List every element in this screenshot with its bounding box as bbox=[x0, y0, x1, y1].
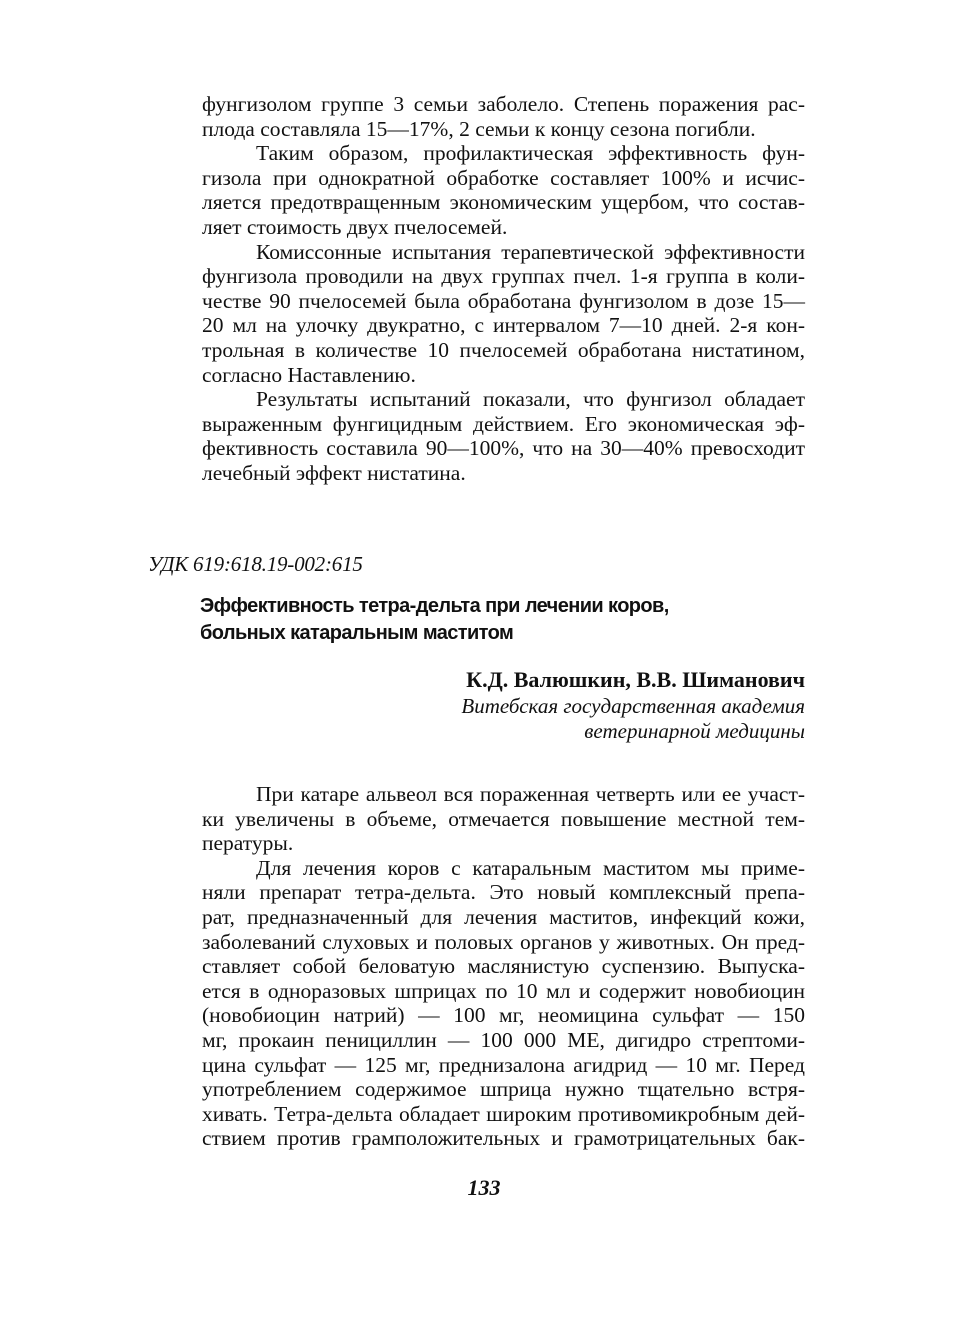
text-line: ляется предотвращенным экономическим ущербом, что состав- bbox=[202, 190, 805, 215]
text-line: рат, предназначенный для лечения маститов, инфекций кожи, bbox=[202, 904, 805, 929]
text-line: фунгизола проводили на двух группах пчел. 1-я группа в коли- bbox=[202, 264, 805, 289]
text-line: Результаты испытаний показали, что фунгизол обладает bbox=[256, 387, 805, 412]
text-line: ется в одноразовых шприцах по 10 мл и содержит новобиоцин bbox=[202, 978, 805, 1003]
body-top bbox=[148, 92, 805, 486]
text-line: фунгизолом группе 3 семьи заболело. Степень поражения рас- bbox=[202, 92, 805, 116]
paragraph bbox=[148, 856, 805, 1151]
text-line: заболеваний слуховых и половых органов у животных. Он пред- bbox=[202, 929, 805, 954]
text-line: употреблением содержимое шприца нужно тщательно встря- bbox=[202, 1077, 805, 1102]
authors: К.Д. Валюшкин, В.В. Шиманович bbox=[466, 667, 805, 692]
udk-code: УДК 619:618.19-002:615 bbox=[148, 552, 363, 576]
text-line: хивать. Тетра-дельта обладает широким противомикробным дей- bbox=[202, 1101, 805, 1126]
paragraph bbox=[148, 240, 805, 388]
paragraph bbox=[148, 92, 805, 141]
text-line: ставляет собой беловатую маслянистую суспензию. Выпуска- bbox=[202, 954, 805, 979]
affiliation bbox=[461, 694, 805, 744]
text-line: плода составляла 15—17%, 2 семьи к концу сезона погибли. bbox=[202, 116, 756, 141]
text-line: ляет стоимость двух пчелосемей. bbox=[202, 214, 508, 239]
text-line: Для лечения коров с катаральным маститом мы приме- bbox=[256, 855, 805, 880]
paragraph bbox=[148, 782, 805, 856]
article-title-line: Эффективность тетра-дельта при лечении коров, bbox=[200, 595, 669, 617]
body-bottom bbox=[148, 782, 805, 1151]
paragraph bbox=[148, 387, 805, 485]
text-line: гизола при однократной обработке составляет 100% и исчис- bbox=[202, 165, 805, 190]
text-line: ки увеличены в объеме, отмечается повышение местной тем- bbox=[202, 806, 805, 831]
text-line: (новобиоцин натрий) — 100 мг, неомицина сульфат — 150 bbox=[202, 1003, 805, 1028]
text-line: фективность составила 90—100%, что на 30—40% превосходит bbox=[202, 436, 805, 461]
text-line: Таким образом, профилактическая эффективность фун- bbox=[256, 141, 805, 166]
text-line: ствием против грамположительных и грамотрицательных бак- bbox=[202, 1126, 805, 1151]
article-title-line: больных катаральным маститом bbox=[200, 622, 514, 644]
text-line: лечебный эффект нистатина. bbox=[202, 460, 466, 485]
text-line: няли препарат тетра-дельта. Это новый комплексный препа- bbox=[202, 880, 805, 905]
text-line: мг, прокаин пенициллин — 100 000 МЕ, дигидро стрептоми- bbox=[202, 1027, 805, 1052]
text-line: Комиссонные испытания терапевтической эффективности bbox=[256, 239, 805, 264]
affiliation-line: Витебская государственная академия bbox=[461, 694, 805, 718]
text-line: цина сульфат — 125 мг, преднизалона агидрид — 10 мг. Перед bbox=[202, 1052, 805, 1077]
text-line: выраженным фунгицидным действием. Его экономическая эф- bbox=[202, 411, 805, 436]
paragraph bbox=[148, 141, 805, 239]
text-line: пературы. bbox=[202, 831, 294, 856]
text-line: 20 мл на улочку двукратно, с интервалом 7—10 дней. 2-я кон- bbox=[202, 313, 805, 338]
article-title bbox=[200, 593, 760, 647]
text-line: трольная в количестве 10 пчелосемей обработана нистатином, bbox=[202, 337, 805, 362]
text-line: согласно Наставлению. bbox=[202, 362, 416, 387]
text-line: честве 90 пчелосемей была обработана фунгизолом в дозе 15— bbox=[202, 288, 805, 313]
page-number: 133 bbox=[467, 1175, 501, 1200]
affiliation-line: ветеринарной медицины bbox=[584, 719, 805, 743]
text-line: При катаре альвеол вся пораженная четверть или ее участ- bbox=[256, 782, 805, 806]
